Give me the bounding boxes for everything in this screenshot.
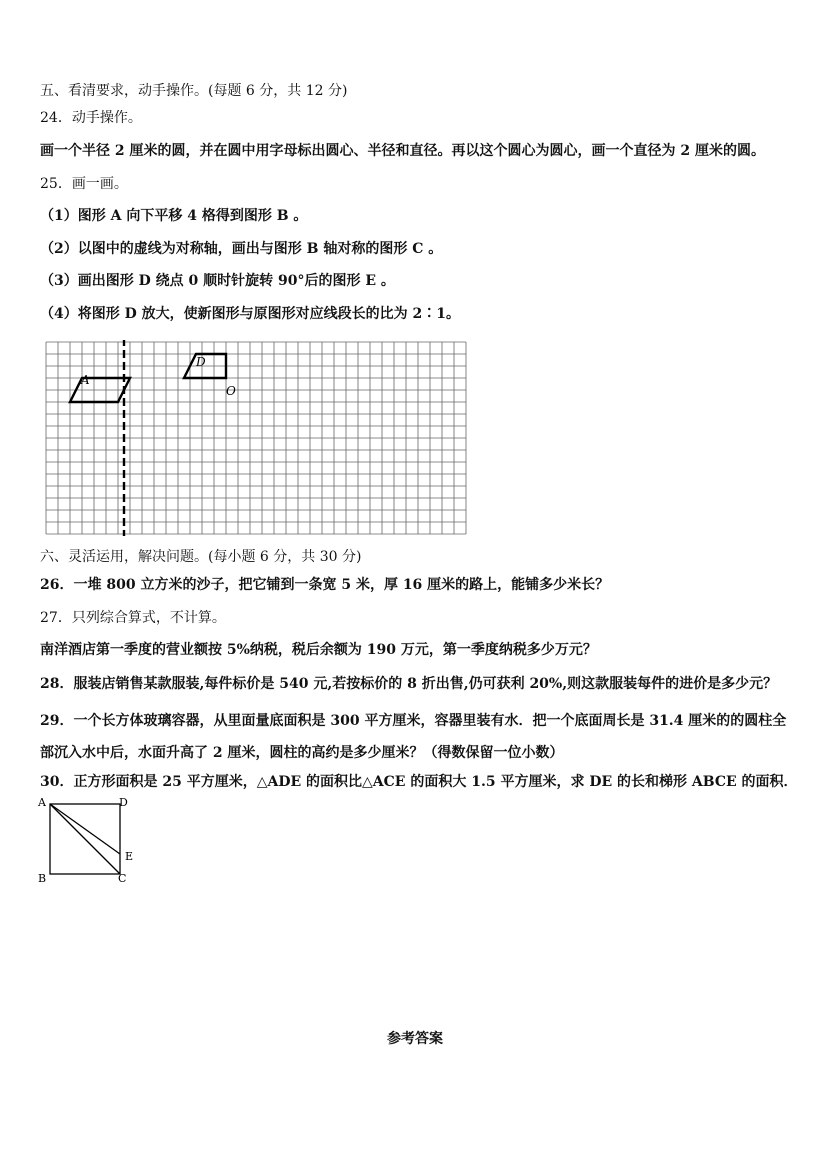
vertex-a-label: A	[38, 796, 46, 809]
answer-title: 参考答案	[387, 1031, 443, 1047]
segment-ae	[50, 804, 120, 854]
grid-lines	[46, 342, 466, 534]
q30-text: 30．正方形面积是 25 平方厘米，△ADE 的面积比△ACE 的面积大 1.5 平方厘米，求 DE 的长和梯形 ABCE 的面积．	[40, 774, 798, 790]
vertex-d-label: D	[119, 796, 128, 809]
section6-heading: 六、灵活运用，解决问题。(每小题 6 分，共 30 分)	[40, 549, 362, 565]
q24-text: 画一个半径 2 厘米的圆，并在圆中用字母标出圆心、半径和直径。再以这个圆心为圆心，画一个直径为 2 厘米的圆。	[40, 143, 765, 159]
q25-title: 25．画一画。	[40, 176, 128, 192]
q24-title: 24．动手操作。	[40, 110, 142, 126]
diagonal-ac	[50, 804, 120, 874]
q27-text: 南洋酒店第一季度的营业额按 5%纳税，税后余额为 190 万元，第一季度纳税多少万元？	[40, 642, 597, 658]
shape-a-label: A	[81, 373, 90, 387]
q28-text: 28．服装店销售某款服装,每件标价是 540 元,若按标价的 8 折出售,仍可获利 20%,则这款服装每件的进价是多少元？	[40, 676, 778, 692]
q26-text: 26．一堆 800 立方米的沙子，把它铺到一条宽 5 米，厚 16 厘米的路上，能铺多少米长？	[40, 577, 610, 593]
section5-heading: 五、看清要求，动手操作。(每题 6 分，共 12 分)	[40, 83, 348, 99]
q30-square-figure	[36, 794, 146, 886]
q29-text: 29．一个长方体玻璃容器，从里面量底面积是 300 平方厘米，容器里装有水．把一个底面周长是 31.4 厘米的的圆柱全部沉入水中后，水面升高了 2 厘米，圆柱的高约是多少厘米？（得数保留一位小数）	[40, 713, 787, 761]
shape-d-label: D	[196, 355, 206, 369]
q25-grid-figure	[40, 340, 472, 536]
q25-item-2: （2）以图中的虚线为对称轴，画出与图形 B 轴对称的图形 C 。	[40, 241, 443, 257]
q27-title: 27．只列综合算式，不计算。	[40, 610, 226, 626]
vertex-e-label: E	[125, 850, 134, 863]
vertex-b-label: B	[38, 872, 47, 885]
vertex-c-label: C	[118, 872, 127, 885]
point-o-label: O	[226, 384, 236, 398]
q25-item-3: （3）画出图形 D 绕点 0 顺时针旋转 90°后的图形 E 。	[40, 273, 395, 289]
q25-item-1: （1）图形 A 向下平移 4 格得到图形 B 。	[40, 208, 308, 224]
q25-item-4: （4）将图形 D 放大，使新图形与原图形对应线段长的比为 2∶1。	[40, 306, 460, 322]
